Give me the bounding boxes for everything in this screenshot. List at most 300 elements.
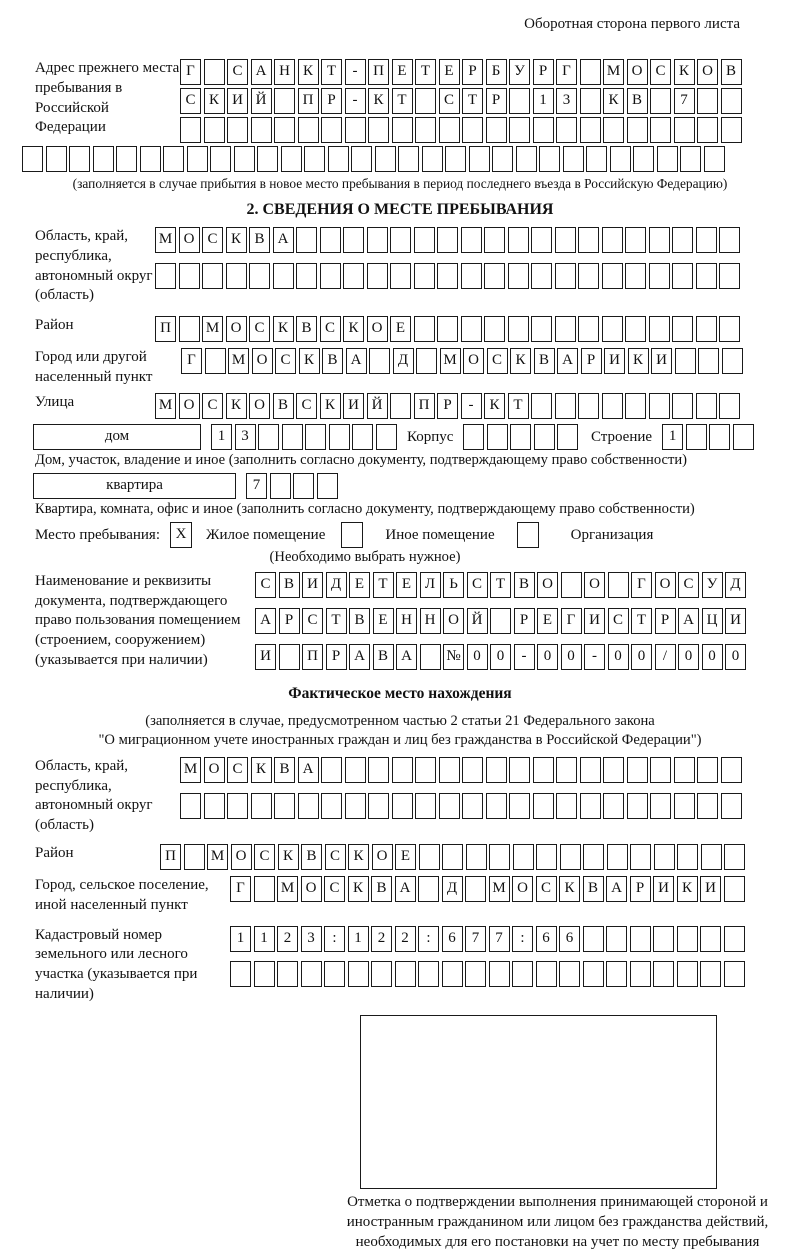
char-cell[interactable]: К (603, 88, 624, 114)
char-cell[interactable]: 3 (301, 926, 322, 952)
char-cell[interactable]: С (302, 608, 323, 634)
char-cell[interactable] (555, 393, 576, 419)
char-cell[interactable] (439, 793, 460, 819)
char-cell[interactable]: Н (274, 59, 295, 85)
char-cell[interactable]: 2 (371, 926, 392, 952)
char-cell[interactable] (489, 844, 510, 870)
char-cell[interactable] (369, 348, 390, 374)
char-cell[interactable] (510, 424, 531, 450)
char-cell[interactable] (625, 227, 646, 253)
char-cell[interactable]: 0 (561, 644, 582, 670)
char-cell[interactable] (650, 757, 671, 783)
char-cell[interactable] (508, 263, 529, 289)
char-cell[interactable]: С (202, 227, 223, 253)
char-cell[interactable] (484, 227, 505, 253)
char-cell[interactable] (415, 757, 436, 783)
char-cell[interactable]: В (583, 876, 604, 902)
char-cell[interactable]: И (653, 876, 674, 902)
char-cell[interactable]: О (301, 876, 322, 902)
char-cell[interactable]: Д (442, 876, 463, 902)
char-cell[interactable] (392, 117, 413, 143)
char-cell[interactable] (305, 424, 326, 450)
char-cell[interactable]: 2 (395, 926, 416, 952)
char-cell[interactable] (630, 926, 651, 952)
char-cell[interactable]: Т (326, 608, 347, 634)
char-cell[interactable] (345, 757, 366, 783)
char-cell[interactable]: Ь (443, 572, 464, 598)
char-cell[interactable] (484, 316, 505, 342)
char-cell[interactable] (698, 348, 719, 374)
checkbox-organization[interactable] (517, 522, 539, 548)
char-cell[interactable]: Г (561, 608, 582, 634)
char-cell[interactable]: Д (393, 348, 414, 374)
char-cell[interactable]: Ц (702, 608, 723, 634)
char-cell[interactable] (675, 348, 696, 374)
char-cell[interactable]: 7 (489, 926, 510, 952)
char-cell[interactable] (653, 961, 674, 987)
char-cell[interactable] (508, 316, 529, 342)
char-cell[interactable]: О (537, 572, 558, 598)
char-cell[interactable]: К (348, 844, 369, 870)
char-cell[interactable] (556, 757, 577, 783)
char-cell[interactable]: А (557, 348, 578, 374)
char-cell[interactable]: М (180, 757, 201, 783)
char-cell[interactable]: 0 (490, 644, 511, 670)
char-cell[interactable] (649, 393, 670, 419)
char-cell[interactable]: В (301, 844, 322, 870)
char-cell[interactable]: К (677, 876, 698, 902)
char-cell[interactable] (578, 263, 599, 289)
char-cell[interactable]: О (231, 844, 252, 870)
char-cell[interactable] (422, 146, 443, 172)
char-cell[interactable] (586, 146, 607, 172)
char-cell[interactable]: С (180, 88, 201, 114)
char-cell[interactable]: О (249, 393, 270, 419)
char-cell[interactable]: 0 (608, 644, 629, 670)
char-cell[interactable]: П (160, 844, 181, 870)
char-cell[interactable]: С (650, 59, 671, 85)
char-cell[interactable]: В (627, 88, 648, 114)
char-cell[interactable] (697, 757, 718, 783)
char-cell[interactable]: К (559, 876, 580, 902)
char-cell[interactable] (580, 793, 601, 819)
char-cell[interactable] (328, 146, 349, 172)
char-cell[interactable] (324, 961, 345, 987)
char-cell[interactable]: Р (630, 876, 651, 902)
char-cell[interactable] (657, 146, 678, 172)
char-cell[interactable]: Е (349, 572, 370, 598)
char-cell[interactable] (649, 227, 670, 253)
char-cell[interactable] (650, 88, 671, 114)
char-cell[interactable] (486, 117, 507, 143)
char-cell[interactable]: И (343, 393, 364, 419)
char-cell[interactable]: С (249, 316, 270, 342)
char-cell[interactable]: К (251, 757, 272, 783)
char-cell[interactable] (627, 117, 648, 143)
char-cell[interactable] (606, 961, 627, 987)
char-cell[interactable]: С (536, 876, 557, 902)
char-cell[interactable] (531, 393, 552, 419)
char-cell[interactable]: П (298, 88, 319, 114)
char-cell[interactable]: - (514, 644, 535, 670)
char-cell[interactable] (709, 424, 730, 450)
char-cell[interactable] (578, 316, 599, 342)
char-cell[interactable] (674, 117, 695, 143)
char-cell[interactable] (513, 844, 534, 870)
char-cell[interactable]: И (255, 644, 276, 670)
char-cell[interactable]: Т (508, 393, 529, 419)
char-cell[interactable]: Г (180, 59, 201, 85)
char-cell[interactable] (719, 263, 740, 289)
char-cell[interactable]: П (368, 59, 389, 85)
char-cell[interactable] (516, 146, 537, 172)
char-cell[interactable]: 0 (725, 644, 746, 670)
char-cell[interactable]: - (345, 59, 366, 85)
char-cell[interactable] (270, 473, 291, 499)
char-cell[interactable] (273, 263, 294, 289)
char-cell[interactable] (719, 316, 740, 342)
char-cell[interactable] (583, 844, 604, 870)
checkbox-other-premises[interactable] (341, 522, 363, 548)
char-cell[interactable] (625, 393, 646, 419)
char-cell[interactable]: К (204, 88, 225, 114)
char-cell[interactable]: С (296, 393, 317, 419)
char-cell[interactable]: Й (367, 393, 388, 419)
char-cell[interactable] (418, 961, 439, 987)
char-cell[interactable] (320, 263, 341, 289)
char-cell[interactable] (539, 146, 560, 172)
char-cell[interactable]: Т (392, 88, 413, 114)
char-cell[interactable]: Е (395, 844, 416, 870)
char-cell[interactable] (348, 961, 369, 987)
char-cell[interactable] (486, 793, 507, 819)
char-cell[interactable] (680, 146, 701, 172)
char-cell[interactable] (320, 227, 341, 253)
char-cell[interactable] (580, 59, 601, 85)
char-cell[interactable] (650, 117, 671, 143)
char-cell[interactable] (274, 88, 295, 114)
char-cell[interactable] (602, 393, 623, 419)
char-cell[interactable] (180, 117, 201, 143)
char-cell[interactable] (418, 876, 439, 902)
char-cell[interactable]: 0 (702, 644, 723, 670)
char-cell[interactable]: М (228, 348, 249, 374)
char-cell[interactable] (559, 961, 580, 987)
char-cell[interactable] (437, 316, 458, 342)
char-cell[interactable]: М (155, 227, 176, 253)
char-cell[interactable] (700, 961, 721, 987)
char-cell[interactable] (251, 117, 272, 143)
char-cell[interactable] (578, 227, 599, 253)
char-cell[interactable] (603, 757, 624, 783)
char-cell[interactable]: Д (326, 572, 347, 598)
char-cell[interactable]: К (628, 348, 649, 374)
char-cell[interactable] (466, 844, 487, 870)
char-cell[interactable]: И (651, 348, 672, 374)
char-cell[interactable] (677, 961, 698, 987)
char-cell[interactable]: Г (230, 876, 251, 902)
char-cell[interactable] (633, 146, 654, 172)
char-cell[interactable]: В (514, 572, 535, 598)
char-cell[interactable] (555, 227, 576, 253)
char-cell[interactable]: И (700, 876, 721, 902)
char-cell[interactable] (721, 88, 742, 114)
char-cell[interactable] (602, 263, 623, 289)
char-cell[interactable]: П (155, 316, 176, 342)
char-cell[interactable]: Р (533, 59, 554, 85)
char-cell[interactable] (580, 757, 601, 783)
char-cell[interactable] (556, 793, 577, 819)
char-cell[interactable]: С (227, 59, 248, 85)
char-cell[interactable]: Г (631, 572, 652, 598)
char-cell[interactable] (462, 757, 483, 783)
char-cell[interactable]: О (179, 227, 200, 253)
char-cell[interactable]: Р (326, 644, 347, 670)
char-cell[interactable]: 1 (254, 926, 275, 952)
char-cell[interactable] (227, 793, 248, 819)
char-cell[interactable] (204, 117, 225, 143)
char-cell[interactable]: Т (490, 572, 511, 598)
char-cell[interactable] (414, 263, 435, 289)
char-cell[interactable] (398, 146, 419, 172)
char-cell[interactable]: О (655, 572, 676, 598)
char-cell[interactable] (649, 316, 670, 342)
char-cell[interactable]: 7 (674, 88, 695, 114)
char-cell[interactable] (536, 844, 557, 870)
char-cell[interactable]: 3 (235, 424, 256, 450)
char-cell[interactable]: В (322, 348, 343, 374)
char-cell[interactable]: 1 (230, 926, 251, 952)
char-cell[interactable] (509, 117, 530, 143)
char-cell[interactable] (179, 263, 200, 289)
char-cell[interactable]: В (371, 876, 392, 902)
char-cell[interactable] (531, 316, 552, 342)
char-cell[interactable] (534, 424, 555, 450)
char-cell[interactable] (561, 572, 582, 598)
char-cell[interactable] (376, 424, 397, 450)
char-cell[interactable]: : (512, 926, 533, 952)
char-cell[interactable]: В (721, 59, 742, 85)
char-cell[interactable]: С (608, 608, 629, 634)
char-cell[interactable] (654, 844, 675, 870)
char-cell[interactable] (484, 263, 505, 289)
char-cell[interactable]: 0 (678, 644, 699, 670)
char-cell[interactable] (721, 117, 742, 143)
char-cell[interactable] (724, 876, 745, 902)
char-cell[interactable] (445, 146, 466, 172)
char-cell[interactable] (249, 263, 270, 289)
char-cell[interactable] (304, 146, 325, 172)
char-cell[interactable]: И (725, 608, 746, 634)
char-cell[interactable] (375, 146, 396, 172)
char-cell[interactable]: : (324, 926, 345, 952)
char-cell[interactable]: 1 (211, 424, 232, 450)
char-cell[interactable] (234, 146, 255, 172)
char-cell[interactable] (22, 146, 43, 172)
char-cell[interactable] (368, 757, 389, 783)
char-cell[interactable]: Р (279, 608, 300, 634)
char-cell[interactable] (296, 263, 317, 289)
char-cell[interactable] (281, 146, 302, 172)
char-cell[interactable]: К (674, 59, 695, 85)
char-cell[interactable] (69, 146, 90, 172)
char-cell[interactable] (724, 926, 745, 952)
char-cell[interactable]: 2 (277, 926, 298, 952)
char-cell[interactable]: 1 (533, 88, 554, 114)
char-cell[interactable] (293, 473, 314, 499)
char-cell[interactable]: Е (537, 608, 558, 634)
char-cell[interactable]: К (510, 348, 531, 374)
char-cell[interactable] (296, 227, 317, 253)
char-cell[interactable]: К (278, 844, 299, 870)
char-cell[interactable] (254, 876, 275, 902)
char-cell[interactable] (204, 59, 225, 85)
char-cell[interactable] (345, 117, 366, 143)
char-cell[interactable] (533, 757, 554, 783)
char-cell[interactable] (630, 961, 651, 987)
char-cell[interactable]: П (302, 644, 323, 670)
char-cell[interactable] (630, 844, 651, 870)
char-cell[interactable] (719, 227, 740, 253)
char-cell[interactable] (555, 263, 576, 289)
char-cell[interactable] (462, 793, 483, 819)
char-cell[interactable] (603, 793, 624, 819)
char-cell[interactable] (724, 844, 745, 870)
char-cell[interactable] (650, 793, 671, 819)
char-cell[interactable] (258, 424, 279, 450)
char-cell[interactable] (583, 926, 604, 952)
char-cell[interactable]: Й (251, 88, 272, 114)
char-cell[interactable]: С (325, 844, 346, 870)
char-cell[interactable] (487, 424, 508, 450)
char-cell[interactable]: Т (321, 59, 342, 85)
char-cell[interactable] (696, 316, 717, 342)
char-cell[interactable]: В (373, 644, 394, 670)
char-cell[interactable]: Р (581, 348, 602, 374)
char-cell[interactable]: 7 (465, 926, 486, 952)
char-cell[interactable] (696, 263, 717, 289)
char-cell[interactable]: - (461, 393, 482, 419)
char-cell[interactable] (509, 88, 530, 114)
char-cell[interactable] (583, 961, 604, 987)
char-cell[interactable] (140, 146, 161, 172)
char-cell[interactable] (343, 263, 364, 289)
char-cell[interactable] (414, 227, 435, 253)
char-cell[interactable]: Л (420, 572, 441, 598)
char-cell[interactable]: В (279, 572, 300, 598)
confirmation-stamp-box[interactable] (360, 1015, 717, 1189)
char-cell[interactable]: К (298, 59, 319, 85)
char-cell[interactable] (700, 926, 721, 952)
char-cell[interactable] (163, 146, 184, 172)
char-cell[interactable] (277, 961, 298, 987)
char-cell[interactable] (704, 146, 725, 172)
char-cell[interactable] (179, 316, 200, 342)
char-cell[interactable] (367, 227, 388, 253)
char-cell[interactable] (627, 793, 648, 819)
char-cell[interactable] (461, 316, 482, 342)
char-cell[interactable]: О (584, 572, 605, 598)
char-cell[interactable] (415, 793, 436, 819)
char-cell[interactable] (719, 393, 740, 419)
char-cell[interactable]: Т (462, 88, 483, 114)
char-cell[interactable]: Р (437, 393, 458, 419)
house-box[interactable]: дом (33, 424, 201, 450)
char-cell[interactable]: В (349, 608, 370, 634)
char-cell[interactable] (724, 961, 745, 987)
char-cell[interactable] (607, 844, 628, 870)
char-cell[interactable] (560, 844, 581, 870)
char-cell[interactable] (557, 424, 578, 450)
char-cell[interactable] (509, 793, 530, 819)
char-cell[interactable]: Н (396, 608, 417, 634)
char-cell[interactable] (420, 644, 441, 670)
char-cell[interactable] (721, 757, 742, 783)
char-cell[interactable] (414, 316, 435, 342)
char-cell[interactable] (649, 263, 670, 289)
char-cell[interactable] (721, 793, 742, 819)
char-cell[interactable]: А (298, 757, 319, 783)
char-cell[interactable] (531, 227, 552, 253)
char-cell[interactable]: 6 (559, 926, 580, 952)
char-cell[interactable] (390, 227, 411, 253)
char-cell[interactable]: П (414, 393, 435, 419)
char-cell[interactable]: О (252, 348, 273, 374)
char-cell[interactable]: В (273, 393, 294, 419)
char-cell[interactable] (531, 263, 552, 289)
char-cell[interactable] (602, 316, 623, 342)
char-cell[interactable] (686, 424, 707, 450)
char-cell[interactable]: : (418, 926, 439, 952)
char-cell[interactable] (722, 348, 743, 374)
char-cell[interactable]: С (678, 572, 699, 598)
char-cell[interactable]: М (202, 316, 223, 342)
char-cell[interactable]: С (320, 316, 341, 342)
char-cell[interactable]: О (226, 316, 247, 342)
char-cell[interactable]: А (606, 876, 627, 902)
char-cell[interactable] (155, 263, 176, 289)
char-cell[interactable]: М (440, 348, 461, 374)
char-cell[interactable]: Г (556, 59, 577, 85)
char-cell[interactable]: А (395, 876, 416, 902)
char-cell[interactable]: Т (631, 608, 652, 634)
char-cell[interactable]: Й (467, 608, 488, 634)
char-cell[interactable] (608, 572, 629, 598)
char-cell[interactable]: / (655, 644, 676, 670)
char-cell[interactable]: С (227, 757, 248, 783)
char-cell[interactable] (610, 146, 631, 172)
char-cell[interactable]: М (489, 876, 510, 902)
char-cell[interactable] (367, 263, 388, 289)
char-cell[interactable] (697, 117, 718, 143)
char-cell[interactable] (653, 926, 674, 952)
char-cell[interactable]: Г (181, 348, 202, 374)
char-cell[interactable]: И (227, 88, 248, 114)
char-cell[interactable] (416, 348, 437, 374)
char-cell[interactable] (368, 117, 389, 143)
char-cell[interactable]: М (603, 59, 624, 85)
char-cell[interactable]: Р (655, 608, 676, 634)
char-cell[interactable] (187, 146, 208, 172)
char-cell[interactable]: 6 (536, 926, 557, 952)
char-cell[interactable]: О (627, 59, 648, 85)
char-cell[interactable]: А (678, 608, 699, 634)
char-cell[interactable]: А (346, 348, 367, 374)
char-cell[interactable] (701, 844, 722, 870)
char-cell[interactable] (672, 263, 693, 289)
char-cell[interactable]: С (467, 572, 488, 598)
char-cell[interactable] (625, 316, 646, 342)
